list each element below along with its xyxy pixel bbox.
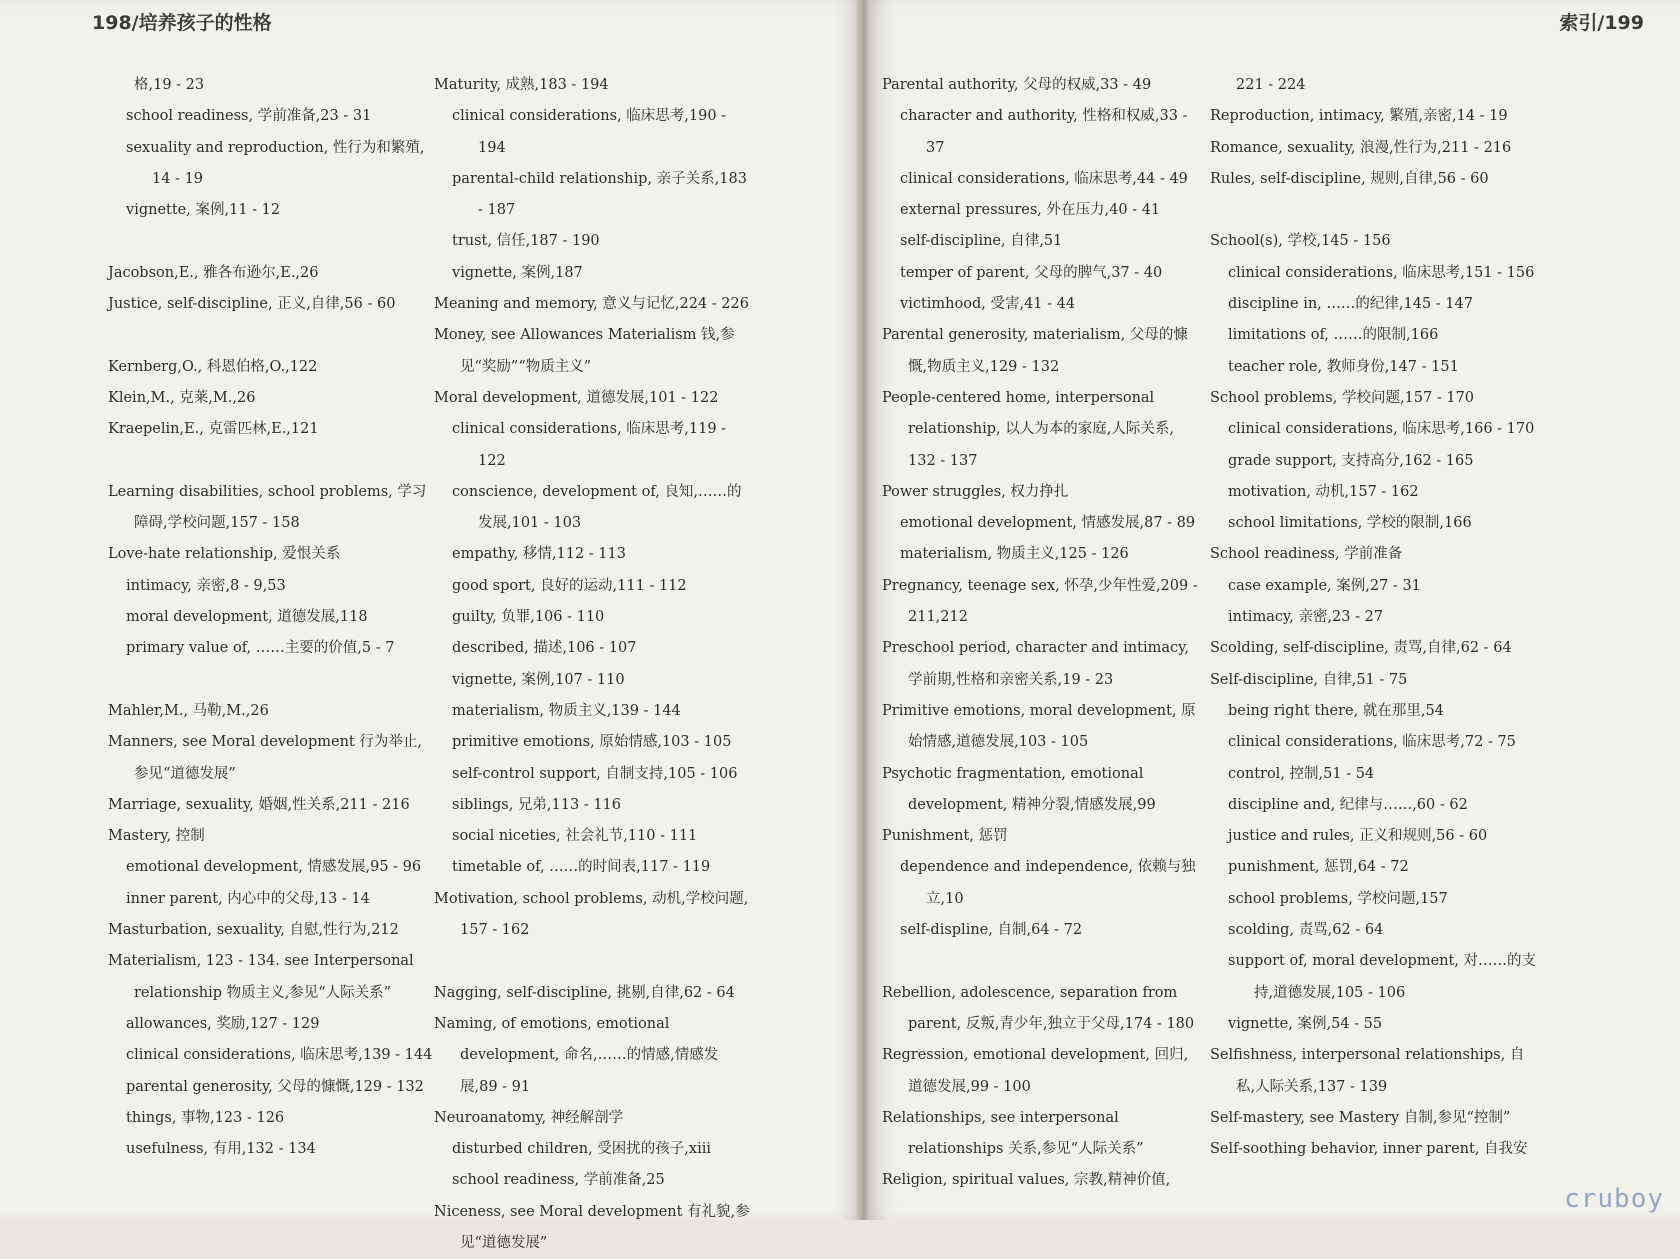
index-entry: Primitive emotions, moral development, 原始情感,道德发展,103 - 105: [882, 702, 1196, 751]
index-subentry: vignette, 案例,54 - 55: [1228, 1015, 1383, 1032]
index-entry: Niceness, see Moral development 有礼貌,参见“道德发展”: [434, 1203, 750, 1251]
watermark: cruboy: [1564, 1184, 1664, 1214]
index-entry: Jacobson,E., 雅各布逊尔,E.,26: [108, 264, 319, 281]
index-subentry: sexuality and reproduction, 性行为和繁殖, 14 - 19: [126, 139, 425, 187]
index-entry: 221 - 224: [1236, 77, 1306, 93]
index-entry: Parental authority, 父母的权威,33 - 49: [882, 77, 1152, 93]
index-subentry: allowances, 奖励,127 - 129: [126, 1015, 320, 1032]
index-entry: Rules, self-discipline, 规则,自律,56 - 60: [1210, 170, 1489, 187]
index-subentry: self-discipline, 自律,51: [900, 233, 1063, 250]
index-entry: Pregnancy, teenage sex, 怀孕,少年性爱,209 - 211,212: [882, 577, 1198, 626]
index-subentry: parental generosity, 父母的慷慨,129 - 132: [126, 1078, 424, 1095]
entry-gap: [882, 946, 1202, 977]
index-entry: Parental generosity, materialism, 父母的慷慨,物质主义,129 - 132: [882, 327, 1188, 375]
index-entry: Materialism, 123 - 134. see Interpersonal relationship 物质主义,参见“人际关系”: [108, 953, 414, 1001]
index-entry: Selfishness, interpersonal relationships, 自私,人际关系,137 - 139: [1210, 1047, 1525, 1095]
index-entry: Rebellion, adolescence, separation from parent, 反叛,青少年,独立于父母,174 - 180: [882, 984, 1195, 1032]
index-subentry: self-control support, 自制支持,105 - 106: [452, 765, 738, 782]
index-column-2: [434, 70, 754, 1259]
index-subentry: emotional development, 情感发展,87 - 89: [900, 515, 1196, 532]
index-subentry: school readiness, 学前准备,25: [452, 1172, 665, 1189]
index-column-4: [1210, 70, 1540, 1165]
index-entry: Nagging, self-discipline, 挑剔,自律,62 - 64: [434, 984, 735, 1001]
page-header-left: 198/培养孩子的性格: [92, 12, 272, 34]
index-entry: Scolding, self-discipline, 责骂,自律,62 - 64: [1210, 640, 1512, 657]
index-entry: Self-mastery, see Mastery 自制,参见“控制”: [1210, 1109, 1511, 1126]
index-entry: Manners, see Moral development 行为举止,参见“道德发展”: [108, 734, 422, 782]
index-entry: Regression, emotional development, 回归,道德发展,99 - 100: [882, 1047, 1189, 1095]
index-entry: Learning disabilities, school problems, 学习障碍,学校问题,157 - 158: [108, 483, 427, 532]
index-subentry: clinical considerations, 临床思考,166 - 170: [1228, 421, 1535, 438]
index-subentry: guilty, 负罪,106 - 110: [452, 609, 605, 626]
index-entry: Money, see Allowances Materialism 钱,参见“奖励”“物质主义”: [434, 327, 735, 375]
index-entry: Moral development, 道德发展,101 - 122: [434, 389, 719, 406]
index-subentry: temper of parent, 父母的脾气,37 - 40: [900, 264, 1163, 281]
index-entry: School(s), 学校,145 - 156: [1210, 233, 1391, 250]
entry-gap: [1210, 195, 1540, 226]
index-subentry: emotional development, 情感发展,95 - 96: [126, 859, 422, 876]
index-subentry: teacher role, 教师身份,147 - 151: [1228, 358, 1459, 375]
index-subentry: justice and rules, 正义和规则,56 - 60: [1228, 828, 1488, 845]
index-subentry: punishment, 惩罚,64 - 72: [1228, 859, 1409, 876]
index-entry: Meaning and memory, 意义与记忆,224 - 226: [434, 296, 749, 313]
index-subentry: inner parent, 内心中的父母,13 - 14: [126, 890, 370, 907]
index-subentry: school readiness, 学前准备,23 - 31: [126, 108, 372, 125]
index-entry: People-centered home, interpersonal relationship, 以人为本的家庭,人际关系, 132 - 137: [882, 389, 1174, 469]
index-subentry: clinical considerations, 临床思考,119 - 122: [452, 421, 727, 469]
index-column-1: [108, 70, 433, 1165]
entry-gap: [434, 946, 754, 977]
index-entry: Maturity, 成熟,183 - 194: [434, 77, 609, 93]
index-subentry: vignette, 案例,187: [452, 264, 583, 281]
index-entry: School readiness, 学前准备: [1210, 546, 1403, 563]
entry-gap: [108, 226, 433, 257]
index-entry: Masturbation, sexuality, 自慰,性行为,212: [108, 922, 399, 939]
index-subentry: materialism, 物质主义,125 - 126: [900, 546, 1129, 563]
index-subentry: primary value of, ……主要的价值,5 - 7: [126, 640, 395, 657]
index-subentry: grade support, 支持高分,162 - 165: [1228, 452, 1474, 469]
index-subentry: primitive emotions, 原始情感,103 - 105: [452, 734, 732, 751]
index-subentry: clinical considerations, 临床思考,151 - 156: [1228, 264, 1535, 281]
index-subentry: being right there, 就在那里,54: [1228, 702, 1444, 719]
entry-gap: [108, 320, 433, 351]
index-entry: Power struggles, 权力挣扎: [882, 483, 1069, 500]
index-subentry: trust, 信任,187 - 190: [452, 233, 600, 250]
index-entry: Kernberg,O., 科恩伯格,O.,122: [108, 358, 318, 375]
index-subentry: school problems, 学校问题,157: [1228, 890, 1448, 907]
index-entry: Neuroanatomy, 神经解剖学: [434, 1109, 624, 1126]
index-subentry: siblings, 兄弟,113 - 116: [452, 796, 621, 813]
index-subentry: discipline in, ……的纪律,145 - 147: [1228, 296, 1473, 313]
index-entry: Religion, spiritual values, 宗教,精神价值,: [882, 1172, 1171, 1189]
index-entry: Motivation, school problems, 动机,学校问题, 157 - 162: [434, 890, 749, 939]
index-entry: Preschool period, character and intimacy, 学前期,性格和亲密关系,19 - 23: [882, 640, 1189, 688]
index-subentry: school limitations, 学校的限制,166: [1228, 515, 1472, 532]
index-entry: Self-discipline, 自律,51 - 75: [1210, 671, 1408, 688]
index-entry: Kraepelin,E., 克雷匹林,E.,121: [108, 421, 319, 438]
index-entry: Reproduction, intimacy, 繁殖,亲密,14 - 19: [1210, 108, 1508, 125]
index-subentry: good sport, 良好的运动,111 - 112: [452, 577, 687, 594]
index-subentry: clinical considerations, 临床思考,139 - 144: [126, 1047, 433, 1064]
index-subentry: intimacy, 亲密,23 - 27: [1228, 609, 1384, 626]
index-subentry: clinical considerations, 临床思考,72 - 75: [1228, 734, 1516, 751]
entry-gap: [108, 665, 433, 696]
index-subentry: intimacy, 亲密,8 - 9,53: [126, 577, 286, 594]
index-subentry: usefulness, 有用,132 - 134: [126, 1141, 316, 1158]
index-subentry: materialism, 物质主义,139 - 144: [452, 702, 681, 719]
index-entry: Justice, self-discipline, 正义,自律,56 - 60: [108, 296, 396, 313]
index-subentry: vignette, 案例,107 - 110: [452, 671, 625, 688]
index-subentry: scolding, 责骂,62 - 64: [1228, 922, 1384, 939]
index-subentry: motivation, 动机,157 - 162: [1228, 483, 1419, 500]
index-entry: School problems, 学校问题,157 - 170: [1210, 389, 1475, 406]
index-entry: Romance, sexuality, 浪漫,性行为,211 - 216: [1210, 139, 1512, 156]
index-subentry: vignette, 案例,11 - 12: [126, 202, 281, 219]
index-entry: Mastery, 控制: [108, 828, 205, 845]
index-column-3: [882, 70, 1202, 1197]
index-subentry: described, 描述,106 - 107: [452, 640, 637, 657]
index-subentry: disturbed children, 受困扰的孩子,xiii: [452, 1141, 711, 1158]
index-entry: Self-soothing behavior, inner parent, 自我安: [1210, 1141, 1528, 1158]
index-entry: Psychotic fragmentation, emotional development, 精神分裂,情感发展,99: [882, 765, 1156, 813]
index-subentry: external pressures, 外在压力,40 - 41: [900, 202, 1161, 219]
index-entry: 格,19 - 23: [134, 77, 205, 93]
index-entry: Love-hate relationship, 爱恨关系: [108, 546, 341, 563]
index-subentry: clinical considerations, 临床思考,190 - 194: [452, 108, 727, 156]
index-subentry: discipline and, 纪律与……,60 - 62: [1228, 796, 1468, 813]
index-subentry: dependence and independence, 依赖与独立,10: [900, 859, 1196, 907]
index-entry: Mahler,M., 马勒,M.,26: [108, 702, 269, 719]
index-entry: Marriage, sexuality, 婚姻,性关系,211 - 216: [108, 796, 410, 813]
index-subentry: things, 事物,123 - 126: [126, 1109, 285, 1126]
index-subentry: control, 控制,51 - 54: [1228, 765, 1375, 782]
index-subentry: timetable of, ……的时间表,117 - 119: [452, 859, 711, 876]
index-subentry: support of, moral development, 对……的支持,道德发展,105 - 106: [1228, 953, 1537, 1001]
page-header-right: 索引/199: [1559, 12, 1644, 34]
index-subentry: victimhood, 受害,41 - 44: [900, 296, 1076, 313]
entry-gap: [108, 446, 433, 477]
right-page: [868, 0, 1680, 1220]
index-entry: Relationships, see interpersonal relationships 关系,参见“人际关系”: [882, 1109, 1144, 1158]
index-entry: Klein,M., 克莱,M.,26: [108, 389, 256, 406]
index-subentry: case example, 案例,27 - 31: [1228, 577, 1421, 594]
index-subentry: moral development, 道德发展,118: [126, 609, 368, 626]
index-subentry: limitations of, ……的限制,166: [1228, 327, 1439, 344]
index-subentry: clinical considerations, 临床思考,44 - 49: [900, 170, 1188, 187]
index-subentry: character and authority, 性格和权威,33 - 37: [900, 108, 1188, 156]
index-subentry: self-displine, 自制,64 - 72: [900, 922, 1083, 939]
index-subentry: parental-child relationship, 亲子关系,183 - 187: [452, 170, 747, 219]
index-subentry: social niceties, 社会礼节,110 - 111: [452, 828, 698, 845]
index-entry: Punishment, 惩罚: [882, 828, 1008, 845]
index-subentry: empathy, 移情,112 - 113: [452, 546, 626, 563]
index-subentry: conscience, development of, 良知,……的发展,101 - 103: [452, 483, 742, 532]
index-entry: Naming, of emotions, emotional development, 命名,……的情感,情感发展,89 - 91: [434, 1015, 719, 1095]
